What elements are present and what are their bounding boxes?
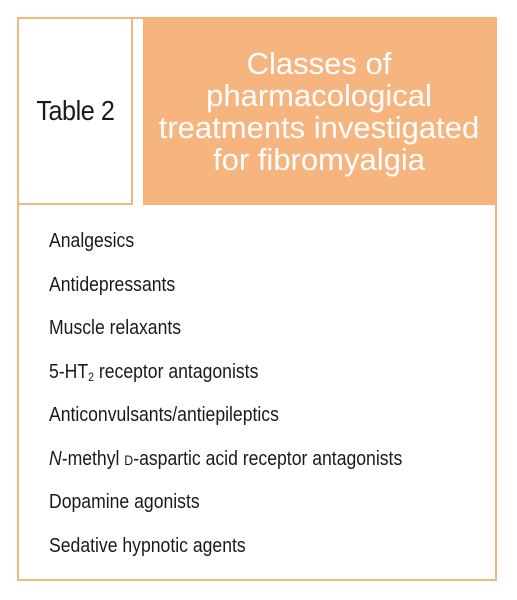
list-item (49, 273, 402, 317)
list-item (49, 534, 402, 578)
list-item-subscript: 2 (88, 369, 95, 384)
list-item-text: Anticonvulsants/antiepileptics (49, 404, 279, 426)
list-item (49, 447, 402, 491)
list-item (49, 360, 402, 404)
list-item (49, 229, 402, 273)
list-item-text: Dopamine agonists (49, 491, 200, 513)
list-item-prefix: 5-HT (49, 360, 89, 383)
list-item-smallcaps: d (124, 447, 134, 470)
list-item-suffix: receptor antagonists (94, 360, 259, 383)
list-item-suffix: -aspartic acid receptor antagonists (133, 447, 403, 470)
list-item-text: Analgesics (49, 230, 135, 252)
treatment-class-list (49, 229, 450, 577)
table-box (17, 17, 497, 581)
list-item-italic: N (49, 447, 62, 470)
list-item-mid: -methyl (61, 447, 125, 470)
list-item-text: Muscle relaxants (49, 317, 182, 339)
list-item (49, 490, 402, 534)
table-label-box (19, 19, 133, 205)
list-item (49, 403, 402, 447)
list-item-text: Sedative hypnotic agents (49, 534, 246, 557)
table-label: Table 2 (35, 95, 115, 126)
list-item (49, 316, 402, 360)
list-item-text: Antidepressants (49, 273, 176, 296)
table-title: Classes of pharmacological treatments investigated for fibromyalgia (158, 46, 480, 177)
table-header (143, 19, 495, 205)
